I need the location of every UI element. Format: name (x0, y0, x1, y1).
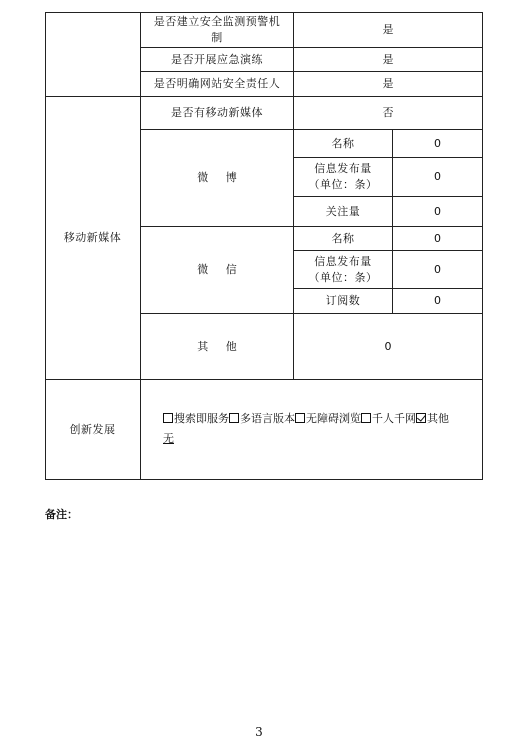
innovation-other-text: 无 (163, 432, 174, 445)
table-cell-empty (45, 12, 141, 97)
row-label-responsible: 是否明确网站安全责任人 (141, 72, 294, 97)
weixin-subscribers-label: 订阅数 (294, 289, 393, 314)
weibo-name-value: 0 (393, 130, 483, 158)
weibo-followers-value: 0 (393, 197, 483, 227)
weibo-name-label: 名称 (294, 130, 393, 158)
row-label-has-mobile: 是否有移动新媒体 (141, 97, 294, 130)
other-media-value: 0 (294, 314, 483, 380)
weibo-followers-label: 关注量 (294, 197, 393, 227)
option-accessibility[interactable]: 无障碍浏览 (295, 412, 361, 425)
option-search-service[interactable]: 搜索即服务 (163, 412, 229, 425)
option-multilingual[interactable]: 多语言版本 (229, 412, 295, 425)
weixin-subscribers-value: 0 (393, 289, 483, 314)
section-label-innovation: 创新发展 (45, 380, 141, 480)
checkbox-unchecked-icon[interactable] (163, 413, 173, 423)
page-number: 3 (255, 725, 263, 739)
weibo-label: 微 博 (141, 130, 294, 227)
weixin-name-value: 0 (393, 227, 483, 251)
option-personalized[interactable]: 千人千网 (361, 412, 416, 425)
row-value-has-mobile: 否 (294, 97, 483, 130)
checkbox-checked-icon[interactable] (416, 413, 426, 423)
weixin-posts-label: 信息发布量（单位：条） (294, 251, 393, 289)
weibo-posts-label: 信息发布量（单位：条） (294, 158, 393, 197)
row-value-drill: 是 (294, 48, 483, 72)
checkbox-unchecked-icon[interactable] (361, 413, 371, 423)
row-value-responsible: 是 (294, 72, 483, 97)
note-label: 备注： (45, 508, 78, 521)
section-label-mobile: 移动新媒体 (45, 97, 141, 380)
weixin-label: 微 信 (141, 227, 294, 314)
other-media-label: 其 他 (141, 314, 294, 380)
checkbox-unchecked-icon[interactable] (229, 413, 239, 423)
row-label-monitoring: 是否建立安全监测预警机制 (141, 12, 294, 48)
checkbox-unchecked-icon[interactable] (295, 413, 305, 423)
weixin-posts-value: 0 (393, 251, 483, 289)
innovation-options (163, 410, 449, 428)
option-other[interactable]: 其他 (416, 412, 449, 425)
weixin-name-label: 名称 (294, 227, 393, 251)
innovation-options-cell (141, 380, 483, 480)
weibo-posts-value: 0 (393, 158, 483, 197)
row-label-drill: 是否开展应急演练 (141, 48, 294, 72)
row-value-monitoring: 是 (294, 12, 483, 48)
